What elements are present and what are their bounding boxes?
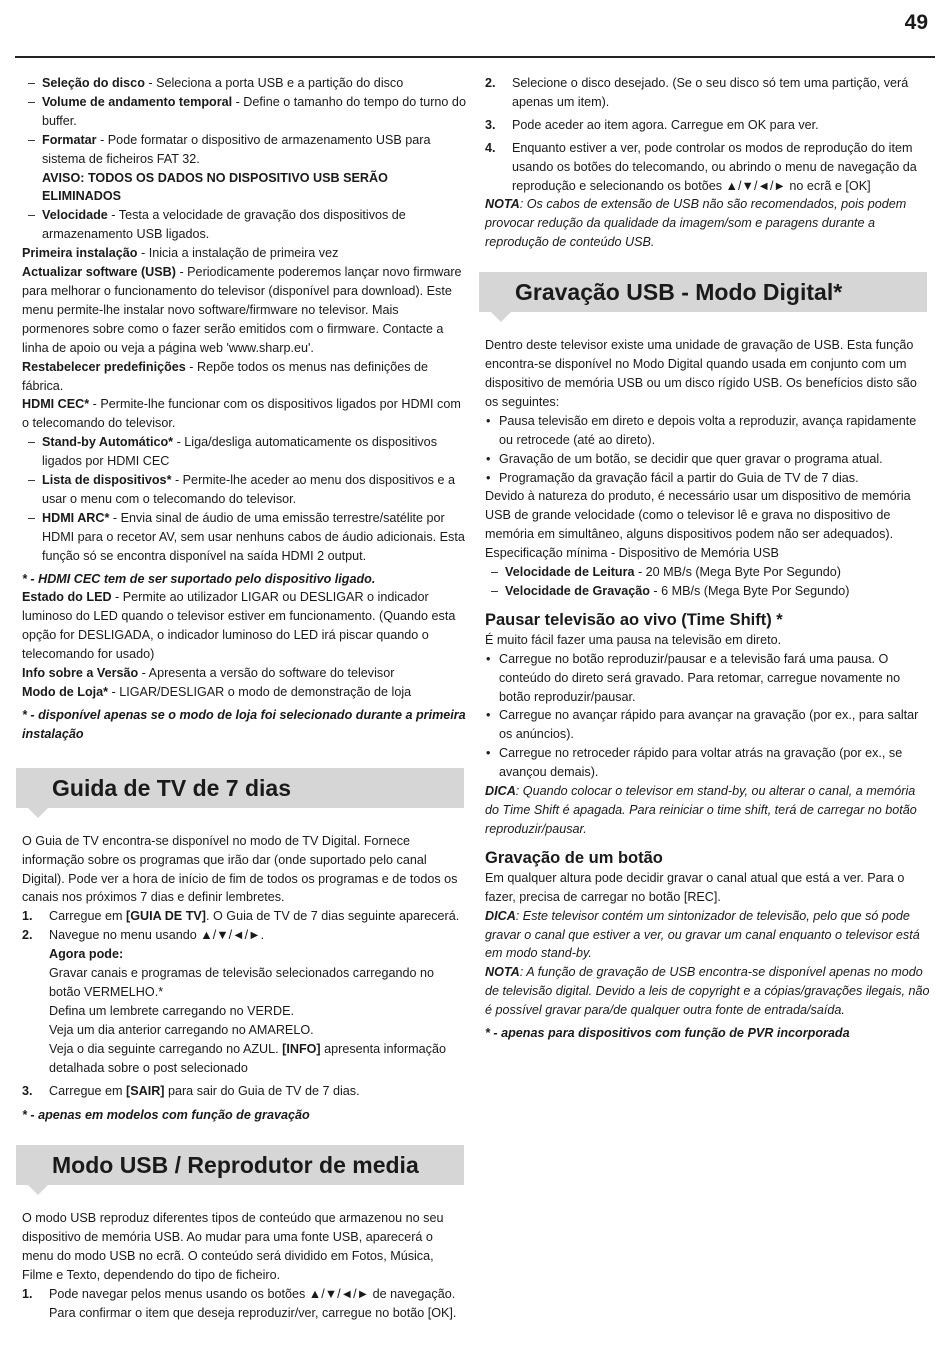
recording-benefit: • Gravação de um botão, se decidir que quer gravar o programa atual. — [485, 450, 930, 469]
recording-intro: Dentro deste televisor existe uma unidade de gravação de USB. Esta função encontra-se disponível no Modo Digital quando usada em conjunto com um dispositivo de memória USB ou um disco rígido USB. Os benefícios disto são os seguintes: — [485, 338, 917, 409]
restore-defaults: Restabelecer predefinições - Repõe todos os menus nas definições de fábrica. — [22, 359, 429, 393]
shop-mode: Modo de Loja* - LIGAR/DESLIGAR o modo de demonstração de loja — [22, 685, 412, 699]
section-banner-tv-guide — [16, 768, 464, 808]
section-title: Gravação USB - Modo Digital* — [515, 279, 843, 306]
version-info: Info sobre a Versão - Apresenta a versão do software do televisor — [22, 666, 395, 681]
tv-guide-step-3: 3. Carregue em [SAIR] para sair do Guia de TV de 7 dias. — [22, 1083, 360, 1098]
timeshift-item: • Carregue no retroceder rápido para voltar atrás na gravação (por ex., se avançou demais). — [485, 744, 930, 782]
tv-guide-step-2: 2. Navegue no menu usando ▲/▼/◄/►. Agora pode: Gravar canais e programas de televisão selecionados carregando no botão VERMELHO.* Defina um lembrete carregando no VERDE. Veja um dia anterior carregando no AMARELO. Veja o dia seguinte carregando no AZUL. [INFO] apresenta informação detalhada sobre o post selecionado — [22, 928, 446, 1075]
setting-timeshift-volume: – Volume de andamento temporal - Define o tamanho do tempo do turno do buffer. — [22, 93, 466, 131]
section-title: Modo USB / Reprodutor de media — [52, 1152, 419, 1179]
right-column — [485, 74, 930, 1043]
timeshift-intro: É muito fácil fazer uma pausa na televisão em direto. — [485, 632, 782, 647]
section-banner-usb-recording — [479, 272, 927, 312]
read-speed: – Velocidade de Leitura - 20 MB/s (Mega Byte Por Segundo) — [485, 563, 930, 582]
tv-guide-intro: O Guia de TV encontra-se disponível no modo de TV Digital. Fornece informação sobre os programas que irão dar (onde suportado pelo canal Digital). Pode ver a hora de início de fim de todos os programas e de todos os canais nos próximos 7 dias e definir lembretes. — [22, 833, 458, 905]
section-title: Guida de TV de 7 dias — [52, 774, 292, 801]
timeshift-tip: DICA: Quando colocar o televisor em stand-by, ou alterar o canal, a memória do Time Shift é apagada. Para reiniciar o time shift, terá de carregar no botão reproduzir/pausar. — [485, 784, 917, 836]
one-button-intro: Em qualquer altura pode decidir gravar o canal atual que está a ver. Para o fazer, precisa de carregar no botão [REC]. — [485, 870, 905, 904]
usb-step-3: 3. Pode aceder ao item agora. Carregue em OK para ver. — [485, 117, 819, 132]
recording-benefit: • Programação da gravação fácil a partir do Guia de TV de 7 dias. — [485, 469, 930, 488]
led-state: Estado do LED - Permite ao utilizador LIGAR ou DESLIGAR o indicador luminoso do LED quando o televisor estiver em funcionamento. (Quando esta opção for DESLIGADA, o indicador luminoso do LED irá piscar quando o telecomando for usado) — [22, 590, 456, 662]
timeshift-heading: Pausar televisão ao vivo (Time Shift) * — [485, 610, 783, 629]
usb-mode-intro: O modo USB reproduz diferentes tipos de conteúdo que armazenou no seu dispositivo de memória USB. Ao mudar para uma fonte USB, aparecerá o menu do modo USB no ecrã. O conteúdo será dividido em Fotos, Música, Filme e Texto, dependendo do tipo de ficheiro. — [22, 1211, 444, 1283]
hdmi-arc: – HDMI ARC* - Envia sinal de áudio de uma emissão terrestre/satélite por HDMI para o recetor AV, sem usar nenhuns cabos de áudio adicionais. Esta função só se encontra disponível na saída HDMI 2 output. — [22, 509, 466, 566]
usb-step-4: 4. Enquanto estiver a ver, pode controlar os modos de reprodução do item usando os botões do telecomando, ou abrindo o menu de navegação da reprodução e selecionando os botões ▲/▼/◄/► no ecrã e [OK] — [485, 140, 917, 193]
usb-step-2: 2. Selecione o disco desejado. (Se o seu disco só tem uma partição, verá apenas um item). — [485, 76, 909, 109]
page-number: 49 — [904, 11, 928, 34]
usb-cable-note: NOTA: Os cabos de extensão de USB não são recomendados, pois podem provocar redução da qualidade da imagem/som e paragens durante a reprodução de conteúdo USB. — [485, 197, 907, 250]
one-button-heading: Gravação de um botão — [485, 848, 663, 867]
header-rule — [15, 56, 935, 58]
hdmi-device-list: – Lista de dispositivos* - Permite-lhe aceder ao menu dos dispositivos e a usar o menu com o telecomando do televisor. — [22, 471, 466, 509]
tv-guide-step-1: 1. Carregue em [GUIA DE TV]. O Guia de TV de 7 dias seguinte aparecerá. — [22, 909, 460, 924]
left-column — [22, 74, 466, 1323]
setting-speed: – Velocidade - Testa a velocidade de gravação dos dispositivos de armazenamento USB ligados. — [22, 206, 466, 244]
update-software: Actualizar software (USB) - Periodicamente poderemos lançar novo firmware para melhorar o funcionamento do televisor (disponível para download). Este menu permite-lhe instalar novo software/firmware no televisor. Mais pormenores sobre como o fazer serão emitidos com o firmware. Contacte a linha de apoio ou veja a página web 'www.sharp.eu'. — [22, 265, 462, 355]
usb-mode-step-1: 1. Pode navegar pelos menus usando os botões ▲/▼/◄/► de navegação. Para confirmar o item que deseja reproduzir/ver, carregue no botão [OK]. — [22, 1286, 457, 1320]
timeshift-item: • Carregue no avançar rápido para avançar na gravação (por ex., para saltar os anúncios). — [485, 706, 930, 744]
recording-device-note: Devido à natureza do produto, é necessário usar um dispositivo de memória USB de grande velocidade (como o televisor lê e grava no dispositivo de memória em simultâneo, alguns dispositivos podem não ser adequados). — [485, 489, 911, 542]
recording-spec: Especificação mínima - Dispositivo de Memória USB — [485, 546, 779, 561]
hdmi-cec-note: * - HDMI CEC tem de ser suportado pelo dispositivo ligado. — [22, 571, 376, 586]
tv-guide-note: * - apenas em modelos com função de gravação — [22, 1108, 310, 1123]
setting-format: – Formatar - Pode formatar o dispositivo de armazenamento USB para sistema de ficheiros FAT 32. AVISO: TODOS OS DADOS NO DISPOSITIVO USB SERÃO ELIMINADOS — [22, 131, 466, 207]
shop-mode-note: * - disponível apenas se o modo de loja foi selecionado durante a primeira instalação — [22, 707, 466, 741]
timeshift-item: • Carregue no botão reproduzir/pausar e a televisão fará uma pausa. O conteúdo do direto será gravado. Para retomar, carregue novamente no botão reproduzir/pausar. — [485, 650, 930, 707]
one-button-note: NOTA: A função de gravação de USB encontra-se disponível apenas no modo de televisão digital. Devido a leis de copyright e a cópias/gravações ilegais, não é possível gravar para/de qualquer outra fonte de entrada/saída. — [485, 965, 930, 1018]
pvr-note: * - apenas para dispositivos com função de PVR incorporada — [485, 1026, 850, 1041]
hdmi-auto-standby: – Stand-by Automático* - Liga/desliga automaticamente os dispositivos ligados por HDMI CEC — [22, 433, 466, 471]
setting-disk-select: – Seleção do disco - Seleciona a porta USB e a partição do disco — [22, 74, 466, 93]
section-banner-usb-mode — [16, 1145, 464, 1185]
one-button-tip: DICA: Este televisor contém um sintonizador de televisão, pelo que só pode gravar o canal que estiver a ver, ou gravar um canal enquanto o televisor está em modo stand-by. — [485, 908, 920, 961]
hdmi-cec: HDMI CEC* - Permite-lhe funcionar com os dispositivos ligados por HDMI com o telecomando do televisor. — [22, 397, 461, 431]
first-install: Primeira instalação - Inicia a instalação de primeira vez — [22, 246, 339, 261]
recording-benefit: • Pausa televisão em direto e depois volta a reproduzir, avança rapidamente ou retrocede (até ao direto). — [485, 412, 930, 450]
write-speed: – Velocidade de Gravação - 6 MB/s (Mega Byte Por Segundo) — [485, 582, 930, 601]
format-warning: AVISO: TODOS OS DADOS NO DISPOSITIVO USB SERÃO ELIMINADOS — [42, 170, 388, 204]
